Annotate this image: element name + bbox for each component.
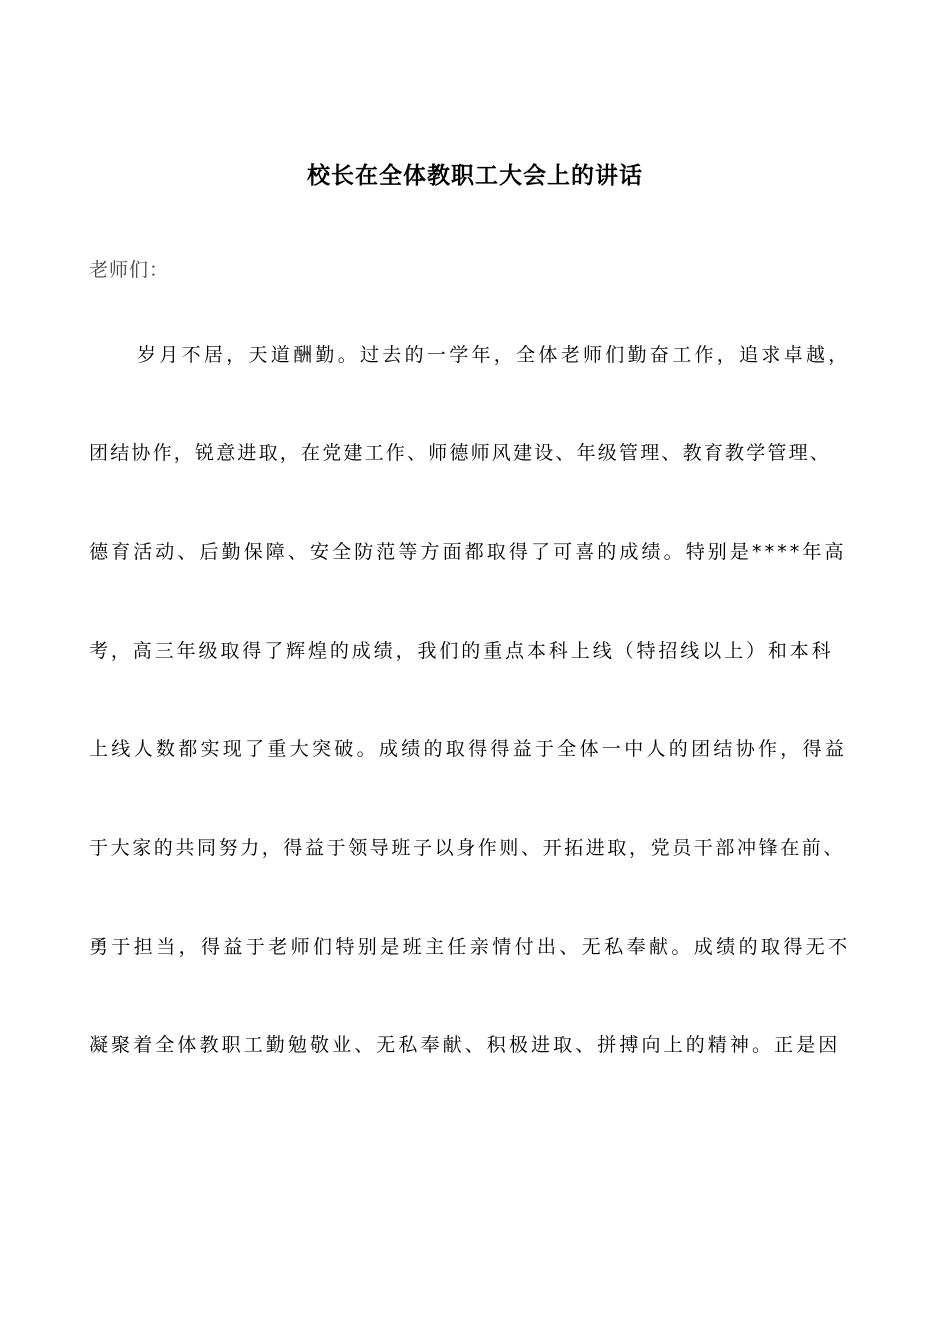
paragraph-line: 上线人数都实现了重大突破。成绩的取得得益于全体一中人的团结协作，得益 — [89, 738, 848, 760]
salutation: 老师们： — [89, 259, 170, 281]
paragraph-line: 岁月不居，天道酬勤。过去的一学年，全体老师们勤奋工作，追求卓越， — [137, 344, 851, 366]
paragraph-line: 凝聚着全体教职工勤勉敬业、无私奉献、积极进取、拼搏向上的精神。正是因 — [89, 1034, 841, 1056]
paragraph-line: 考，高三年级取得了辉煌的成绩，我们的重点本科上线（特招线以上）和本科 — [89, 640, 834, 662]
paragraph-line: 于大家的共同努力，得益于领导班子以身作则、开拓进取，党员干部冲锋在前、 — [89, 837, 846, 859]
document-title: 校长在全体教职工大会上的讲话 — [307, 163, 643, 189]
paragraph-line: 团结协作，锐意进取，在党建工作、师德师风建设、年级管理、教育教学管理、 — [89, 442, 832, 464]
paragraph-line: 德育活动、后勤保障、安全防范等方面都取得了可喜的成绩。特别是****年高 — [89, 541, 847, 563]
paragraph-line: 勇于担当，得益于老师们特别是班主任亲情付出、无私奉献。成绩的取得无不 — [89, 936, 851, 958]
